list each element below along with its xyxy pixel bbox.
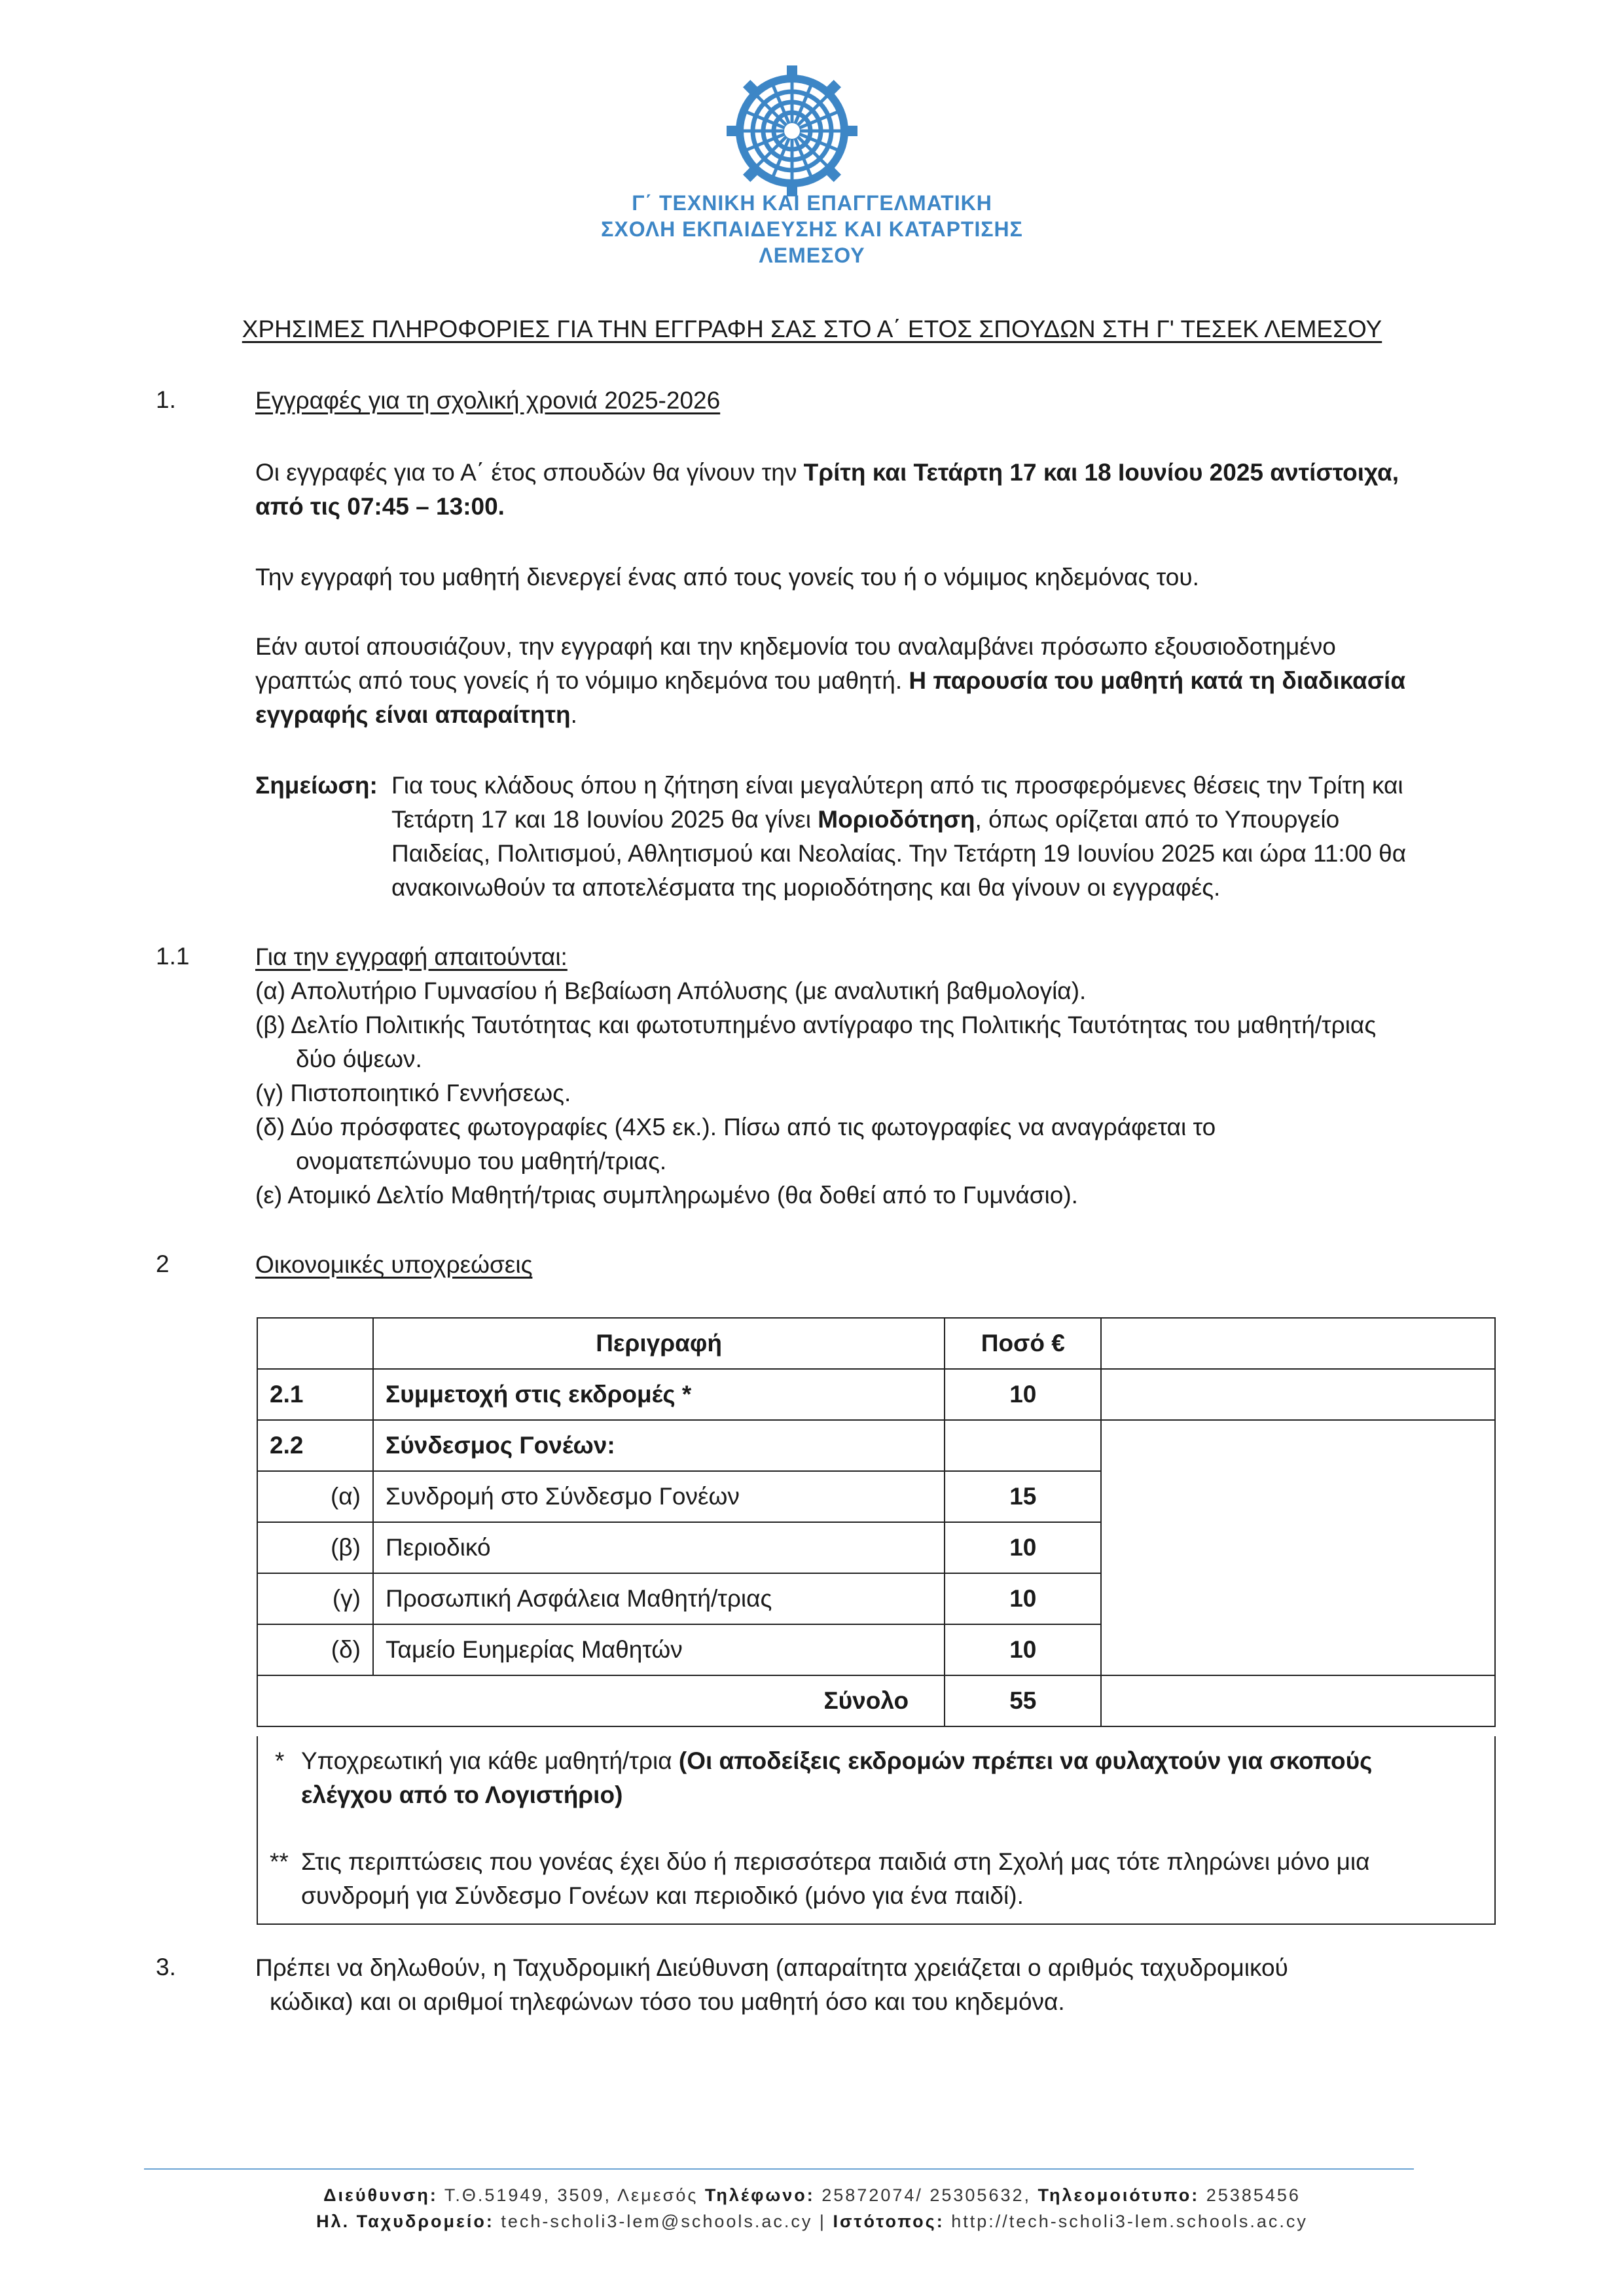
row-amount: 10 — [945, 1369, 1101, 1420]
note-line4: ανακοινωθούν τα αποτελέσματα της μοριοδότησης και θα γίνουν οι εγγραφές. — [391, 874, 1221, 901]
note1-line2: ελέγχου από το Λογιστήριο) — [301, 1781, 623, 1808]
footer-divider — [144, 2168, 1414, 2170]
footer-email-link[interactable]: tech-scholi3-lem@schools.ac.cy — [501, 2212, 813, 2231]
note-label: Σημείωση: — [255, 772, 378, 799]
section1-paragraph1-line1: Οι εγγραφές για το Α΄ έτος σπουδών θα γίνουν την Τρίτη και Τετάρτη 17 και 18 Ιουνίου 2025 αντίστοιχα, — [255, 459, 1399, 486]
section3-line1: Πρέπει να δηλωθούν, η Ταχυδρομική Διεύθυνση (απαραίτητα χρειάζεται ο αριθμός ταχυδρομικού — [255, 1954, 1288, 1981]
section1-paragraph3-line3: εγγραφής είναι απαραίτητη. — [255, 701, 577, 728]
row-code: (α) — [257, 1471, 373, 1522]
row-description: Περιοδικό — [373, 1522, 945, 1573]
row-code: (γ) — [257, 1573, 373, 1624]
school-name-line2: ΣΧΟΛΗ ΕΚΠΑΙΔΕΥΣΗΣ ΚΑΙ ΚΑΤΑΡΤΙΣΗΣ — [601, 217, 1023, 241]
column-header-amount: Ποσό € — [945, 1318, 1101, 1369]
table-row — [257, 1369, 1495, 1420]
school-name-line3: ΛΕΜΕΣΟΥ — [759, 244, 865, 267]
row-code: 2.1 — [257, 1369, 373, 1420]
row-code: (β) — [257, 1522, 373, 1573]
row-code: 2.2 — [257, 1420, 373, 1471]
note-line1: Για τους κλάδους όπου η ζήτηση είναι μεγαλύτερη από τις προσφερόμενες θέσεις την Τρίτη και — [391, 772, 1403, 799]
footer-website-link[interactable]: http://tech-scholi3-lem.schools.ac.cy — [951, 2212, 1308, 2231]
row-description: Προσωπική Ασφάλεια Μαθητή/τριας — [373, 1573, 945, 1624]
total-label: Σύνολο — [257, 1675, 945, 1726]
row-description: Ταμείο Ευημερίας Μαθητών — [373, 1624, 945, 1675]
section1-heading: Εγγραφές για τη σχολική χρονιά 2025-2026 — [255, 387, 721, 414]
fees-table — [257, 1317, 1496, 1727]
row-amount: 15 — [945, 1471, 1101, 1522]
note2-marker: ** — [270, 1848, 289, 1875]
table-header-row — [257, 1318, 1495, 1369]
note1-marker: * — [275, 1747, 285, 1774]
section11-heading: Για την εγγραφή απαιτούνται: — [255, 943, 568, 970]
note1-line1: Υποχρεωτική για κάθε μαθητή/τρια (Οι αποδείξεις εκδρομών πρέπει να φυλαχτούν για σκοπούς — [301, 1747, 1373, 1774]
document-title: ΧΡΗΣΙΜΕΣ ΠΛΗΡΟΦΟΡΙΕΣ ΓΙΑ ΤΗΝ ΕΓΓΡΑΦΗ ΣΑΣ ΣΤΟ Α΄ ΕΤΟΣ ΣΠΟΥΔΩΝ ΣΤΗ Γ' ΤΕΣΕΚ ΛΕΜΕΣΟΥ — [242, 316, 1382, 342]
section1-number: 1. — [156, 386, 176, 413]
section1-paragraph1-line2: από τις 07:45 – 13:00. — [255, 493, 505, 520]
section1-paragraph2: Την εγγραφή του μαθητή διενεργεί ένας από τους γονείς του ή ο νόμιμος κηδεμόνας του. — [255, 564, 1199, 591]
table-total-row — [257, 1675, 1495, 1726]
section2-number: 2 — [156, 1250, 170, 1277]
row-amount: 10 — [945, 1522, 1101, 1573]
section2-heading: Οικονομικές υποχρεώσεις — [255, 1251, 533, 1278]
total-amount: 55 — [945, 1675, 1101, 1726]
section1-paragraph3-line2: γραπτώς από τους γονείς ή το νόμιμο κηδεμόνα του μαθητή. Η παρουσία του μαθητή κατά τη διαδικασία — [255, 667, 1406, 694]
row-description: Συμμετοχή στις εκδρομές * — [373, 1369, 945, 1420]
section3-number: 3. — [156, 1954, 176, 1980]
requirement-item: (β) Δελτίο Πολιτικής Ταυτότητας και φωτοτυπημένο αντίγραφο της Πολιτικής Ταυτότητας του μαθητή/τριας — [255, 1011, 1377, 1038]
requirement-item-continuation: δύο όψεων. — [296, 1046, 422, 1072]
note-line3: Παιδείας, Πολιτισμού, Αθλητισμού και Νεολαίας. Την Τετάρτη 19 Ιουνίου 2025 και ώρα 11:00 θα — [391, 840, 1407, 867]
section3-line2: κώδικα) και οι αριθμοί τηλεφώνων τόσο του μαθητή όσο και του κηδεμόνα. — [270, 1988, 1065, 2015]
row-description: Συνδρομή στο Σύνδεσμο Γονέων — [373, 1471, 945, 1522]
gear-sun-logo-icon — [727, 65, 857, 196]
requirement-item: (α) Απολυτήριο Γυμνασίου ή Βεβαίωση Απόλυσης (με αναλυτική βαθμολογία). — [255, 977, 1087, 1004]
footer-line2: Ηλ. Ταχυδρομείο: tech-scholi3-lem@schools.ac.cy | Ιστότοπος: http://tech-scholi3-lem.schools.ac.cy — [316, 2212, 1308, 2231]
school-name-line1: Γ΄ ΤΕΧΝΙΚΗ ΚΑΙ ΕΠΑΓΓΕΛΜΑΤΙΚΗ — [632, 191, 992, 215]
section1-paragraph3-line1: Εάν αυτοί απουσιάζουν, την εγγραφή και την κηδεμονία του αναλαμβάνει πρόσωπο εξουσιοδοτημένο — [255, 633, 1336, 660]
row-amount — [945, 1420, 1101, 1471]
row-code: (δ) — [257, 1624, 373, 1675]
empty-merged-cell — [1101, 1420, 1495, 1675]
requirement-item: (γ) Πιστοποιητικό Γεννήσεως. — [255, 1080, 571, 1106]
note2-line2: συνδρομή για Σύνδεσμο Γονέων και περιοδικό (μόνο για ένα παιδί). — [301, 1882, 1024, 1909]
note-line2: Τετάρτη 17 και 18 Ιουνίου 2025 θα γίνει Μοριοδότηση, όπως ορίζεται από το Υπουργείο — [391, 806, 1340, 833]
row-description: Σύνδεσμος Γονέων: — [373, 1420, 945, 1471]
row-amount: 10 — [945, 1624, 1101, 1675]
requirement-item: (δ) Δύο πρόσφατες φωτογραφίες (4Χ5 εκ.). Πίσω από τις φωτογραφίες να αναγράφεται το — [255, 1114, 1216, 1140]
requirement-item: (ε) Ατομικό Δελτίο Μαθητή/τριας συμπληρωμένο (θα δοθεί από το Γυμνάσιο). — [255, 1182, 1078, 1209]
table-row — [257, 1420, 1495, 1471]
column-header-description: Περιγραφή — [373, 1318, 945, 1369]
row-amount: 10 — [945, 1573, 1101, 1624]
section11-number: 1.1 — [156, 943, 190, 970]
footer-line1: Διεύθυνση: Τ.Θ.51949, 3509, Λεμεσός Τηλέφωνο: 25872074/ 25305632, Τηλεομοιότυπο: 25385456 — [323, 2185, 1301, 2205]
note2-line1: Στις περιπτώσεις που γονέας έχει δύο ή περισσότερα παιδιά στη Σχολή μας τότε πληρώνει μόνο μια — [301, 1848, 1370, 1875]
school-logo — [727, 65, 857, 196]
requirement-item-continuation: ονοματεπώνυμο του μαθητή/τριας. — [296, 1148, 667, 1175]
